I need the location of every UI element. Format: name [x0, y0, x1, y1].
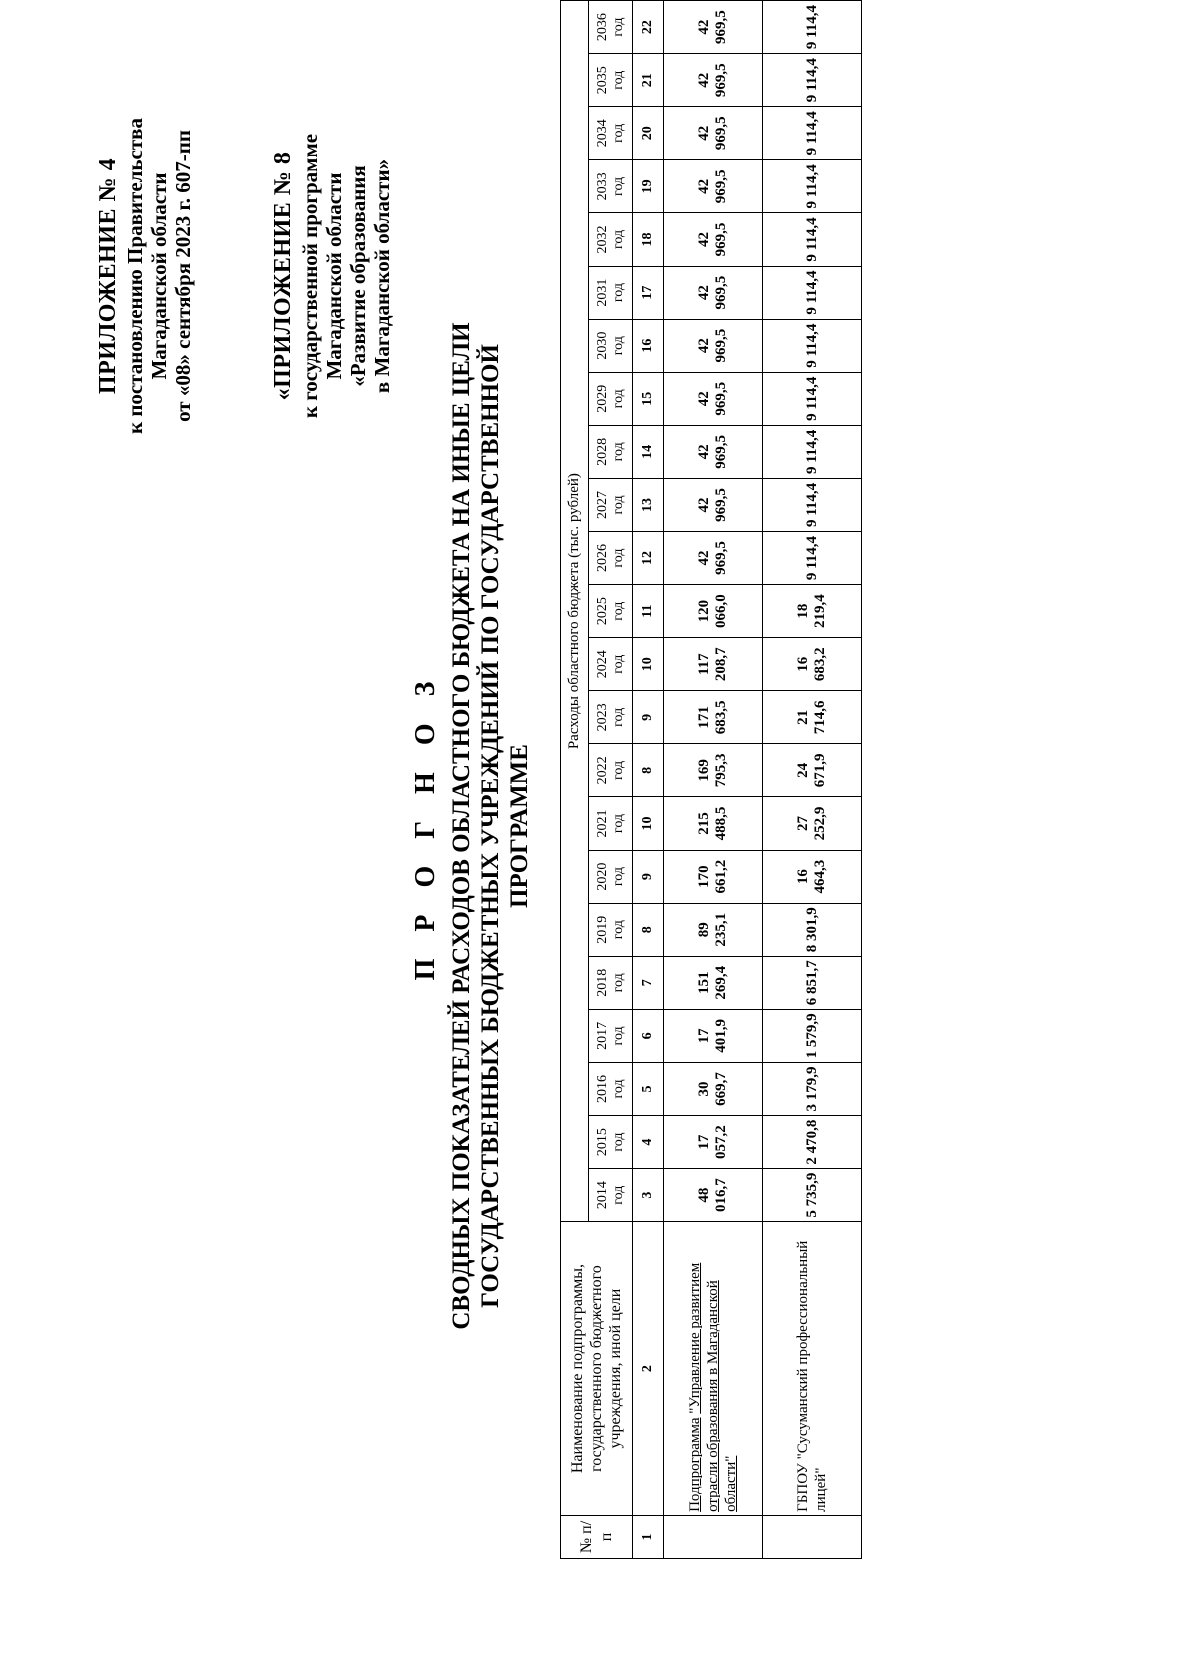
column-header-name: Наименование подпрограммы, государственного бюджетного учреждения, иной цели	[561, 1222, 633, 1516]
index-cell: 18	[633, 213, 664, 266]
column-group-header-expenses: Расходы областного бюджета (тыс. рублей)	[561, 1, 589, 1222]
heading-title: П Р О Г Н О З	[410, 671, 441, 981]
value-cell: 9 114,4	[763, 213, 862, 266]
index-cell: 10	[633, 797, 664, 850]
document-heading	[410, 146, 534, 1506]
row-name-part-2: "Управление развитием отрасли образования в Магаданской области"	[687, 1262, 739, 1512]
index-cell: 16	[633, 319, 664, 372]
value-cell: 9 114,4	[763, 478, 862, 531]
value-cell: 42 969,5	[664, 372, 763, 425]
value-cell: 2 470,8	[763, 1116, 862, 1169]
value-cell: 18 219,4	[763, 585, 862, 638]
value-cell: 1 579,9	[763, 1009, 862, 1062]
index-cell: 1	[633, 1515, 664, 1558]
value-cell: 42 969,5	[664, 213, 763, 266]
value-cell: 24 671,9	[763, 744, 862, 797]
value-cell: 9 114,4	[763, 425, 862, 478]
value-cell: 42 969,5	[664, 478, 763, 531]
value-cell: 42 969,5	[664, 1, 763, 54]
appendix-8-line-2: Магаданской области	[321, 172, 346, 380]
value-cell: 9 114,4	[763, 372, 862, 425]
value-cell: 42 969,5	[664, 532, 763, 585]
column-header-year: 2023 год	[589, 691, 633, 744]
value-cell: 42 969,5	[664, 160, 763, 213]
value-cell: 27 252,9	[763, 797, 862, 850]
value-cell: 16 683,2	[763, 638, 862, 691]
value-cell: 215 488,5	[664, 797, 763, 850]
value-cell: 5 735,9	[763, 1169, 862, 1222]
column-header-year: 2024 год	[589, 638, 633, 691]
row-name-part-1: ГБПОУ	[795, 1463, 811, 1512]
index-cell: 14	[633, 425, 664, 478]
column-header-year: 2017 год	[589, 1009, 633, 1062]
value-cell: 9 114,4	[763, 107, 862, 160]
index-cell: 12	[633, 532, 664, 585]
index-cell: 10	[633, 638, 664, 691]
appendix-4-line-1: к постановлению Правительства	[122, 117, 147, 435]
index-cell: 19	[633, 160, 664, 213]
column-header-year: 2014 год	[589, 1169, 633, 1222]
appendix-4-title: ПРИЛОЖЕНИЕ № 4	[95, 157, 121, 395]
heading-line-2: ГОСУДАРСТВЕННЫХ БЮДЖЕТНЫХ УЧРЕЖДЕНИЙ ПО ГОСУДАРСТВЕННОЙ	[476, 344, 504, 1308]
value-cell: 42 969,5	[664, 266, 763, 319]
appendix-8-header	[270, 16, 394, 536]
value-cell: 17 401,9	[664, 1009, 763, 1062]
value-cell: 42 969,5	[664, 54, 763, 107]
index-cell: 8	[633, 744, 664, 797]
index-cell: 8	[633, 903, 664, 956]
value-cell: 170 661,2	[664, 850, 763, 903]
index-cell: 4	[633, 1116, 664, 1169]
column-header-year: 2026 год	[589, 532, 633, 585]
column-header-year: 2029 год	[589, 372, 633, 425]
column-header-number: № п/п	[561, 1515, 633, 1558]
appendix-8-line-3: «Развитие образования	[345, 165, 370, 387]
row-number-cell	[664, 1515, 763, 1558]
value-cell: 151 269,4	[664, 956, 763, 1009]
table-index-row	[633, 1, 664, 1559]
column-header-year: 2036 год	[589, 1, 633, 54]
column-header-year: 2022 год	[589, 744, 633, 797]
value-cell: 30 669,7	[664, 1062, 763, 1115]
column-header-year: 2032 год	[589, 213, 633, 266]
index-cell: 20	[633, 107, 664, 160]
value-cell: 6 851,7	[763, 956, 862, 1009]
column-header-year: 2025 год	[589, 585, 633, 638]
column-header-year: 2021 год	[589, 797, 633, 850]
heading-line-3: ПРОГРАММЕ	[505, 744, 533, 908]
value-cell: 89 235,1	[664, 903, 763, 956]
value-cell: 48 016,7	[664, 1169, 763, 1222]
forecast-table	[560, 0, 862, 1559]
column-header-year: 2033 год	[589, 160, 633, 213]
column-header-year: 2018 год	[589, 956, 633, 1009]
column-header-year: 2015 год	[589, 1116, 633, 1169]
value-cell: 117 208,7	[664, 638, 763, 691]
table-row	[664, 1, 763, 1559]
value-cell: 42 969,5	[664, 107, 763, 160]
table-row	[763, 1, 862, 1559]
value-cell: 17 057,2	[664, 1116, 763, 1169]
index-cell: 13	[633, 478, 664, 531]
value-cell: 42 969,5	[664, 425, 763, 478]
appendix-4-line-3: от «08» сентября 2023 г. 607-пп	[170, 130, 195, 422]
value-cell: 16 464,3	[763, 850, 862, 903]
appendix-4-header	[95, 16, 195, 536]
appendix-4-line-2: Магаданской области	[146, 172, 171, 380]
value-cell: 120 066,0	[664, 585, 763, 638]
index-cell: 5	[633, 1062, 664, 1115]
column-header-year: 2019 год	[589, 903, 633, 956]
appendix-8-line-1: к государственной программе	[297, 133, 322, 419]
appendix-8-title: «ПРИЛОЖЕНИЕ № 8	[270, 151, 296, 401]
index-cell: 15	[633, 372, 664, 425]
column-header-year: 2030 год	[589, 319, 633, 372]
heading-line-1: СВОДНЫХ ПОКАЗАТЕЛЕЙ РАСХОДОВ ОБЛАСТНОГО БЮДЖЕТА НА ИНЫЕ ЦЕЛИ	[448, 322, 475, 1330]
column-header-year: 2016 год	[589, 1062, 633, 1115]
value-cell: 169 795,3	[664, 744, 763, 797]
row-number-cell	[763, 1515, 862, 1558]
column-header-year: 2028 год	[589, 425, 633, 478]
column-header-year: 2027 год	[589, 478, 633, 531]
index-cell: 7	[633, 956, 664, 1009]
index-cell: 21	[633, 54, 664, 107]
index-cell: 3	[633, 1169, 664, 1222]
column-header-year: 2020 год	[589, 850, 633, 903]
value-cell: 21 714,6	[763, 691, 862, 744]
value-cell: 42 969,5	[664, 319, 763, 372]
index-cell: 2	[633, 1222, 664, 1516]
row-name-cell	[664, 1222, 763, 1516]
column-header-year: 2034 год	[589, 107, 633, 160]
index-cell: 6	[633, 1009, 664, 1062]
row-name-part-2: "Сусуманский профессиональный лицей"	[795, 1240, 829, 1512]
index-cell: 17	[633, 266, 664, 319]
index-cell: 9	[633, 691, 664, 744]
value-cell: 3 179,9	[763, 1062, 862, 1115]
index-cell: 11	[633, 585, 664, 638]
column-header-year: 2031 год	[589, 266, 633, 319]
value-cell: 8 301,9	[763, 903, 862, 956]
row-name-cell	[763, 1222, 862, 1516]
appendix-8-line-4: в Магаданской области»	[370, 158, 395, 394]
value-cell: 9 114,4	[763, 532, 862, 585]
value-cell: 9 114,4	[763, 319, 862, 372]
table-header-group-row	[561, 1, 589, 1559]
column-header-year: 2035 год	[589, 54, 633, 107]
index-cell: 9	[633, 850, 664, 903]
value-cell: 9 114,4	[763, 160, 862, 213]
row-name-part-1: Подпрограмма	[687, 1417, 703, 1512]
index-cell: 22	[633, 1, 664, 54]
value-cell: 171 683,5	[664, 691, 763, 744]
value-cell: 9 114,4	[763, 54, 862, 107]
value-cell: 9 114,4	[763, 266, 862, 319]
value-cell: 9 114,4	[763, 1, 862, 54]
